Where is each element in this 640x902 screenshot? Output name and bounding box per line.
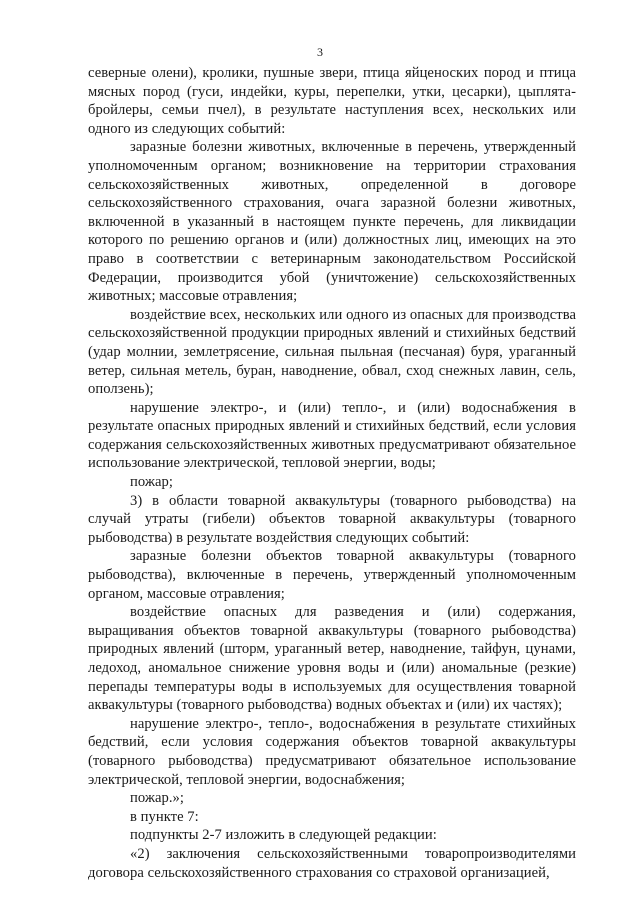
paragraph: пожар.»; — [130, 790, 185, 807]
paragraph: «2) заключения сельскохозяйственными товаропроизводителями договора сельскохозяйственного страхования со страховой организацией, — [88, 845, 576, 881]
paragraph: заразные болезни объектов товарной аквакультуры (товарного рыбоводства), включенные в перечень, утвержденный уполномоченным органом, массовые отравления; — [88, 548, 576, 602]
paragraph: воздействие опасных для разведения и (или) содержания, выращивания объектов товарной аквакультуры (товарного рыбоводства) природных явлений (шторм, ураганный ветер, наводнение, тайфун, цунами, ледоход, аномальное снижение уровня воды и (или) аномальные (резкие) перепады температуры воды в используемых для осуществления товарной аквакультуры (товарного рыбоводства) водных объектах и (или) их частях); — [88, 604, 576, 714]
paragraph: заразные болезни животных, включенные в перечень, утвержденный уполномоченным органом; возникновение на территории страхования сельскохозяйственных животных, определенной в договоре сельскохозяйственного страхования, очага заразной болезни животных, включенной в указанный в настоящем пункте перечень, для ликвидации которого по решению органов и (или) должностных лиц, имеющих на это право в соответствии с ветеринарным законодательством Российской Федерации, производится убой (уничтожение) сельскохозяйственных животных; массовые отравления; — [88, 139, 576, 305]
page-number: 3 — [317, 45, 323, 59]
document-body — [88, 64, 576, 882]
paragraph: 3) в области товарной аквакультуры (товарного рыбоводства) на случай утраты (гибели) объектов товарной аквакультуры (товарного рыбоводства) в результате воздействия следующих событий: — [88, 492, 576, 546]
paragraph: в пункте 7: — [130, 808, 199, 825]
paragraph: нарушение электро-, и (или) тепло-, и (или) водоснабжения в результате опасных природных явлений и стихийных бедствий, если условия содержания сельскохозяйственных животных предусматривают обязательное использование электрической, тепловой энергии, воды; — [88, 399, 576, 472]
paragraph: воздействие всех, нескольких или одного из опасных для производства сельскохозяйственной продукции природных явлений и стихийных бедствий (удар молнии, землетрясение, сильная пыльная (песчаная) буря, ураганный ветер, сильная метель, буран, наводнение, обвал, сход снежных лавин, сель, оползень); — [88, 306, 576, 398]
paragraph: подпункты 2-7 изложить в следующей редакции: — [130, 827, 437, 844]
paragraph: нарушение электро-, тепло-, водоснабжения в результате стихийных бедствий, если условия содержания объектов товарной аквакультуры (товарного рыбоводства) предусматривают обязательное использование электрической, тепловой энергии, водоснабжения; — [88, 715, 576, 788]
paragraph: северные олени), кролики, пушные звери, птица яйценоских пород и птица мясных пород (гуси, индейки, куры, перепелки, утки, цесарки), цыплята-бройлеры, семьи пчел), в результате наступления всех, нескольких или одного из следующих событий: — [88, 65, 576, 137]
paragraph: пожар; — [130, 474, 173, 491]
